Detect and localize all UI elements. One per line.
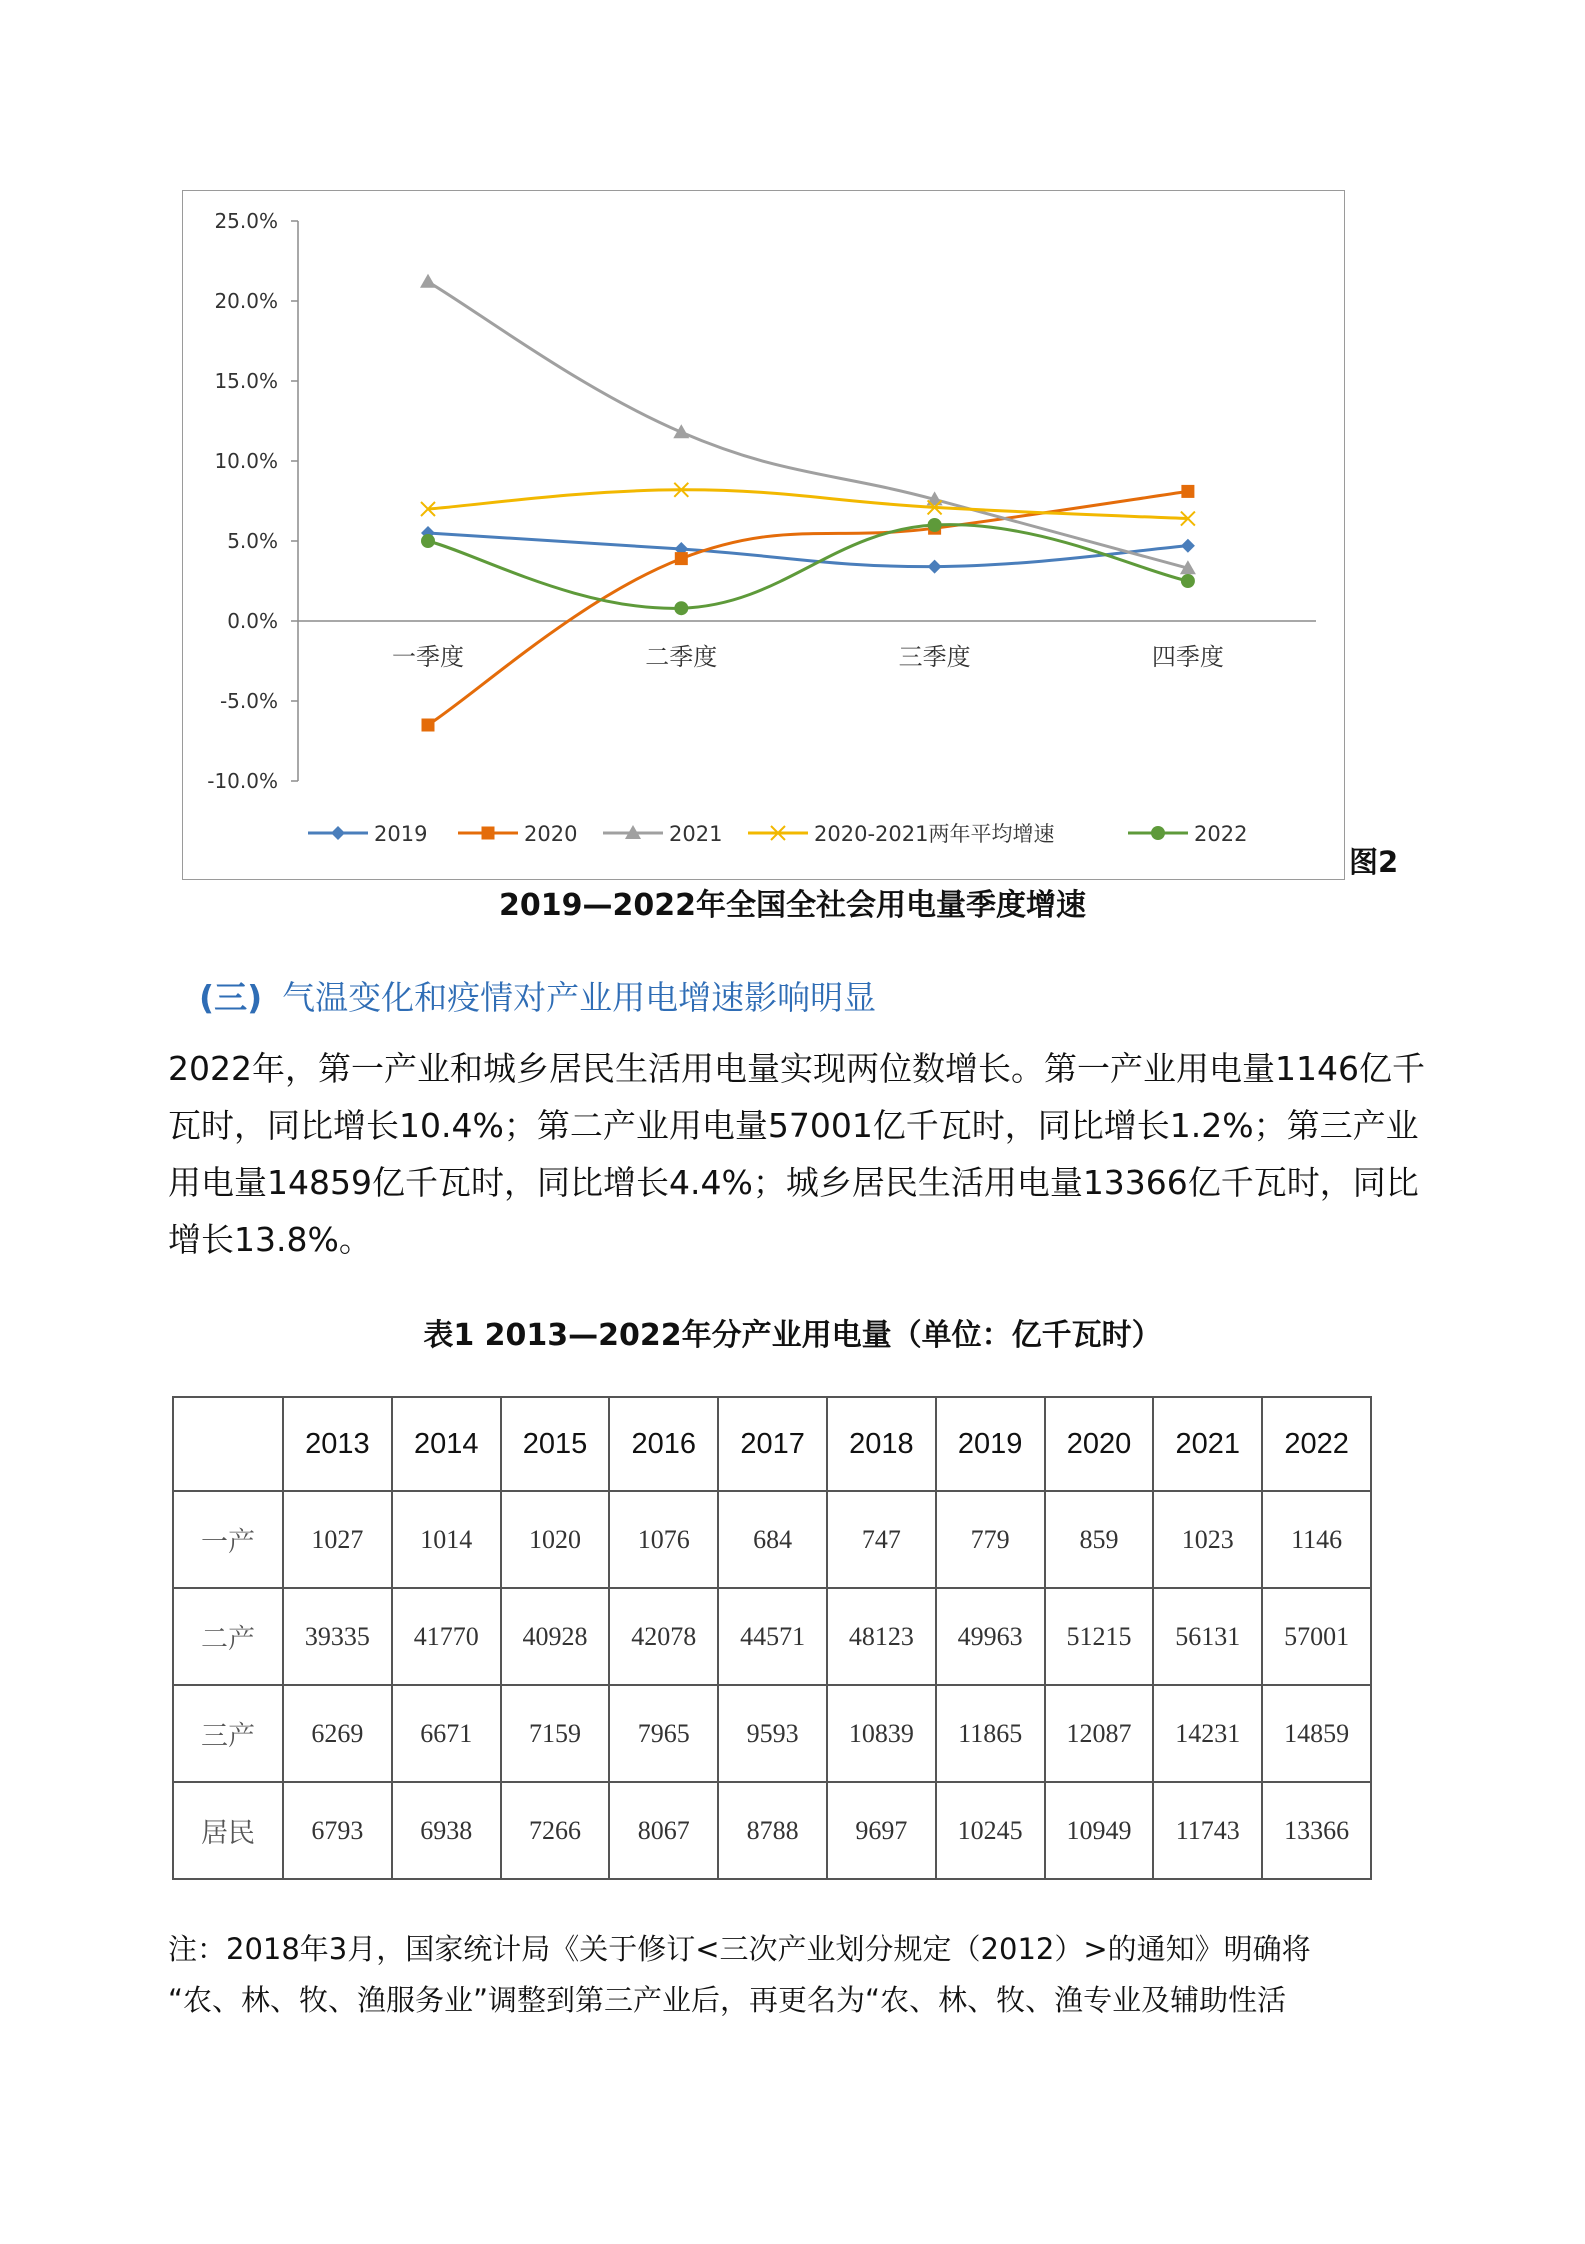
table-cell: 49963 — [936, 1588, 1045, 1685]
x-tick-label: 二季度 — [645, 643, 718, 671]
table-cell: 12087 — [1045, 1685, 1154, 1782]
y-tick-label: 10.0% — [214, 449, 278, 473]
figure-caption: 2019—2022年全国全社会用电量季度增速 — [499, 888, 1086, 923]
table-header-row — [173, 1397, 1371, 1491]
table-cell: 779 — [936, 1491, 1045, 1588]
table-cell: 39335 — [283, 1588, 392, 1685]
y-tick-label: -10.0% — [207, 769, 278, 793]
row-label: 一产 — [173, 1491, 283, 1588]
data-point — [331, 826, 345, 840]
table-cell: 14231 — [1153, 1685, 1262, 1782]
legend-label: 2019 — [374, 822, 428, 846]
table-cell: 8788 — [718, 1782, 827, 1879]
footnote — [168, 1924, 1438, 2026]
year-header: 2022 — [1262, 1397, 1371, 1491]
year-header: 2021 — [1153, 1397, 1262, 1491]
data-point — [482, 827, 495, 840]
table-cell: 13366 — [1262, 1782, 1371, 1879]
year-header: 2013 — [283, 1397, 392, 1491]
year-header: 2014 — [392, 1397, 501, 1491]
table-row — [173, 1782, 1371, 1879]
table-row — [173, 1491, 1371, 1588]
table-cell: 10839 — [827, 1685, 936, 1782]
body-paragraph: 2022年，第一产业和城乡居民生活用电量实现两位数增长。第一产业用电量1146亿千瓦时，同比增长10.4%；第二产业用电量57001亿千瓦时，同比增长1.2%；第三产业用电量14859亿千瓦时，同比增长4.4%；城乡居民生活用电量13366亿千瓦时，同比增长13.8%。 — [168, 1049, 1425, 1259]
y-tick-label: 0.0% — [227, 609, 278, 633]
legend-label: 2021 — [669, 822, 723, 846]
table-cell: 9697 — [827, 1782, 936, 1879]
series-line — [428, 282, 1188, 568]
data-point — [422, 719, 435, 732]
data-point — [1181, 485, 1194, 498]
year-header: 2016 — [609, 1397, 718, 1491]
table-corner-cell — [173, 1397, 283, 1491]
x-tick-label: 三季度 — [898, 643, 971, 671]
footnote-line-1: 注：2018年3月，国家统计局《关于修订<三次产业划分规定（2012）>的通知》明确将 — [168, 1932, 1311, 1966]
table-cell: 747 — [827, 1491, 936, 1588]
table-cell: 57001 — [1262, 1588, 1371, 1685]
table-cell: 7965 — [609, 1685, 718, 1782]
year-header: 2020 — [1045, 1397, 1154, 1491]
table-cell: 1020 — [501, 1491, 610, 1588]
series-line — [428, 490, 1188, 519]
table-cell: 48123 — [827, 1588, 936, 1685]
chart-frame — [182, 190, 1345, 880]
table-cell: 7159 — [501, 1685, 610, 1782]
data-point — [928, 518, 942, 532]
table-cell: 859 — [1045, 1491, 1154, 1588]
row-label: 二产 — [173, 1588, 283, 1685]
table-cell: 41770 — [392, 1588, 501, 1685]
legend-label: 2022 — [1194, 822, 1248, 846]
data-point — [1181, 574, 1195, 588]
y-tick-label: 5.0% — [227, 529, 278, 553]
table-title: 表1 2013—2022年分产业用电量（单位：亿千瓦时） — [423, 1318, 1162, 1353]
series-line — [428, 491, 1188, 725]
footnote-line-2: “农、林、牧、渔服务业”调整到第三产业后，再更名为“农、林、牧、渔专业及辅助性活 — [168, 1983, 1287, 2017]
section-number: (三) — [199, 978, 263, 1017]
table-cell: 7266 — [501, 1782, 610, 1879]
table-row — [173, 1685, 1371, 1782]
table-cell: 1076 — [609, 1491, 718, 1588]
table-cell: 6938 — [392, 1782, 501, 1879]
y-tick-label: 15.0% — [214, 369, 278, 393]
year-header: 2017 — [718, 1397, 827, 1491]
table-cell: 11865 — [936, 1685, 1045, 1782]
data-point — [421, 534, 435, 548]
electricity-table — [172, 1396, 1372, 1880]
section-title: 气温变化和疫情对产业用电增速影响明显 — [282, 978, 877, 1017]
year-header: 2015 — [501, 1397, 610, 1491]
data-point — [675, 552, 688, 565]
table-cell: 51215 — [1045, 1588, 1154, 1685]
y-tick-label: -5.0% — [219, 689, 278, 713]
data-point — [674, 601, 688, 615]
figure-number: 图2 — [1349, 845, 1399, 879]
row-label: 居民 — [173, 1782, 283, 1879]
table-cell: 8067 — [609, 1782, 718, 1879]
year-header: 2019 — [936, 1397, 1045, 1491]
table-cell: 684 — [718, 1491, 827, 1588]
table-cell: 9593 — [718, 1685, 827, 1782]
y-tick-label: 20.0% — [214, 289, 278, 313]
y-tick-label: 25.0% — [214, 209, 278, 233]
x-tick-label: 一季度 — [392, 643, 464, 671]
table-cell: 10245 — [936, 1782, 1045, 1879]
table-cell: 1023 — [1153, 1491, 1262, 1588]
data-point — [928, 560, 942, 574]
data-point — [1181, 539, 1195, 553]
data-point — [1151, 826, 1165, 840]
table-cell: 1014 — [392, 1491, 501, 1588]
table-cell: 6269 — [283, 1685, 392, 1782]
table-cell: 56131 — [1153, 1588, 1262, 1685]
legend-label: 2020-2021两年平均增速 — [814, 822, 1055, 846]
table-cell: 1146 — [1262, 1491, 1371, 1588]
row-label: 三产 — [173, 1685, 283, 1782]
table-row — [173, 1588, 1371, 1685]
table-cell: 40928 — [501, 1588, 610, 1685]
table-cell: 14859 — [1262, 1685, 1371, 1782]
line-chart — [183, 191, 1346, 881]
table-cell: 1027 — [283, 1491, 392, 1588]
section-heading — [199, 972, 876, 1019]
table-cell: 10949 — [1045, 1782, 1154, 1879]
year-header: 2018 — [827, 1397, 936, 1491]
table-cell: 44571 — [718, 1588, 827, 1685]
x-tick-label: 四季度 — [1151, 643, 1224, 671]
legend-label: 2020 — [524, 822, 578, 846]
table-cell: 6793 — [283, 1782, 392, 1879]
table-cell: 42078 — [609, 1588, 718, 1685]
table-cell: 6671 — [392, 1685, 501, 1782]
data-point — [420, 274, 436, 288]
table-cell: 11743 — [1153, 1782, 1262, 1879]
